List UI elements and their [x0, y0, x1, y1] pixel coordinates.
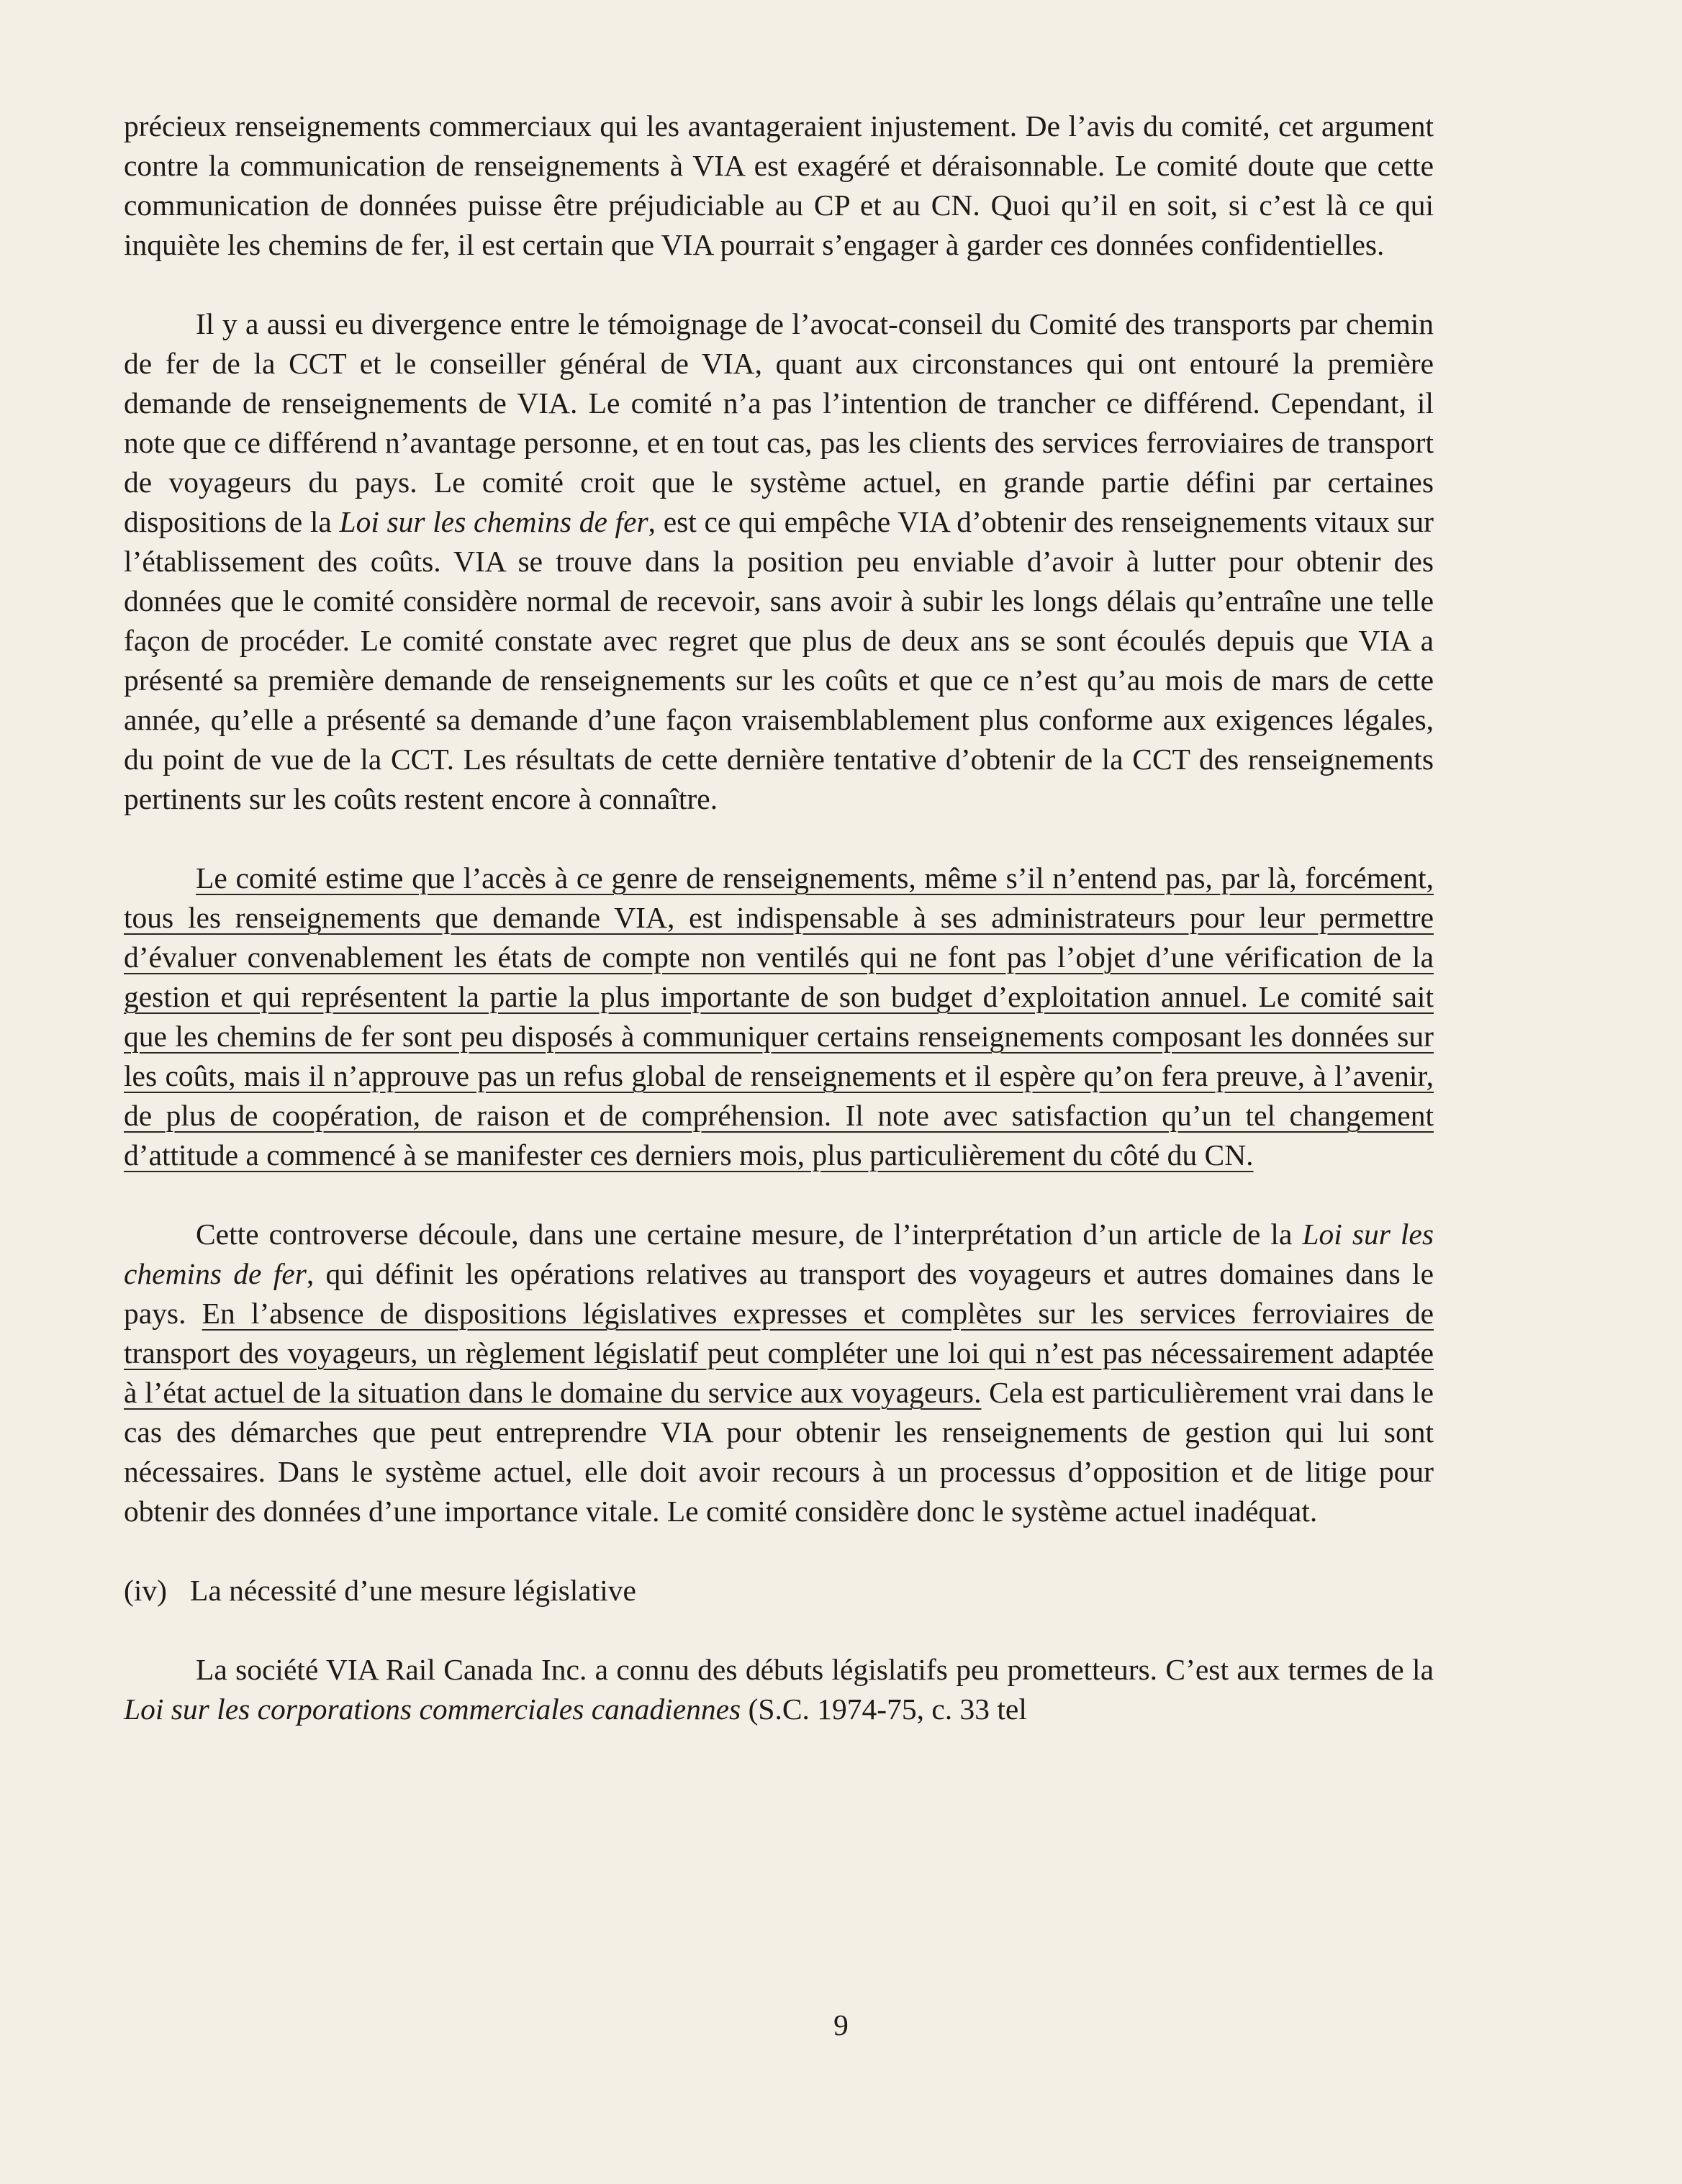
section-heading-title: La nécessité d’une mesure législative: [190, 1574, 636, 1607]
paragraph-5-text-a: La société VIA Rail Canada Inc. a connu des débuts législatifs peu prometteurs. C’est aux termes de la: [196, 1653, 1434, 1686]
paragraph-2-text-b: , est ce qui empêche VIA d’obtenir des renseignements vitaux sur l’établissement des coûts. VIA se trouve dans la position peu enviable d’avoir à lutter pour obtenir des données que le comité considère normal de recevoir, sans avoir à subir les longs délais qu’entraîne une telle façon de procéder. Le comité constate avec regret que plus de deux ans se sont écoulés depuis que VIA a présenté sa première demande de renseignements sur les coûts et que ce n’est qu’au mois de mars de cette année, qu’elle a présenté sa demande d’une façon vraisemblablement plus conforme aux exigences légales, du point de vue de la CCT. Les résultats de cette dernière tentative d’obtenir de la CCT des renseignements pertinents sur les coûts restent encore à connaître.: [124, 505, 1434, 815]
paragraph-4-text-a: Cette controverse découle, dans une certaine mesure, de l’interprétation d’un article de la: [196, 1218, 1303, 1251]
paragraph-3-text: Le comité estime que l’accès à ce genre de renseignements, même s’il n’entend pas, par là, forcément, tous les renseignements que demande VIA, est indispensable à ses administrateurs pour leur permettre d’évaluer convenablement les états de compte non ventilés qui ne font pas l’objet d’une vérification de la gestion et qui représentent la partie la plus importante de son budget d’exploitation annuel. Le comité sait que les chemins de fer sont peu disposés à communiquer certains renseignements composant les données sur les coûts, mais il n’approuve pas un refus global de renseignements et il espère qu’on fera preuve, à l’avenir, de plus de coopération, de raison et de compréhension. Il note avec satisfaction qu’un tel changement d’attitude a commencé à se manifester ces derniers mois, plus particulièrement du côté du CN.: [124, 861, 1434, 1172]
document-body: [124, 107, 1434, 1769]
law-title-italic: Loi sur les corporations commerciales canadiennes: [124, 1693, 741, 1726]
paragraph-2: [124, 304, 1434, 819]
paragraph-5-text-b: (S.C. 1974-75, c. 33 tel: [741, 1693, 1027, 1726]
paragraph-3-underlined: [124, 858, 1434, 1175]
paragraph-4-underlined-text: En l’absence de dispositions législatives expresses et complètes sur les services ferroviaires de transport des voyageurs, un règlement législatif peut compléter une loi qui n’est pas nécessairement adaptée à l’état actuel de la situation dans le domaine du service aux voyageurs.: [124, 1297, 1434, 1409]
paragraph-4-text-b: , qui définit les opérations relatives au transport des voyageurs et autres domaines dans le pays.: [124, 1257, 1434, 1330]
paragraph-4: [124, 1215, 1434, 1531]
paragraph-1: [124, 107, 1434, 265]
law-title-italic: Loi sur les chemins de fer: [339, 505, 648, 538]
paragraph-2-text-a: Il y a aussi eu divergence entre le témoignage de l’avocat-conseil du Comité des transports par chemin de fer de la CCT et le conseiller général de VIA, quant aux circonstances qui ont entouré la première demande de renseignements de VIA. Le comité n’a pas l’intention de trancher ce différend. Cependant, il note que ce différend n’avantage personne, et en tout cas, pas les clients des services ferroviaires de transport de voyageurs du pays. Le comité croit que le système actuel, en grande partie défini par certaines dispositions de la: [124, 307, 1434, 538]
paragraph-4-text-c: Cela est particulièrement vrai dans le cas des démarches que peut entreprendre VIA pour obtenir les renseignements de gestion qui lui sont nécessaires. Dans le système actuel, elle doit avoir recours à un processus d’opposition et de litige pour obtenir des données d’une importance vitale. Le comité considère donc le système actuel inadéquat.: [124, 1376, 1434, 1528]
section-heading: [124, 1571, 1434, 1610]
law-title-italic: Loi sur les chemins de fer: [124, 1218, 1434, 1290]
paragraph-5: [124, 1650, 1434, 1729]
page-number: 9: [833, 2008, 849, 2042]
section-heading-number: (iv): [124, 1574, 167, 1607]
paragraph-1-text: précieux renseignements commerciaux qui les avantageraient injustement. De l’avis du comité, cet argument contre la communication de renseignements à VIA est exagéré et déraisonnable. Le comité doute que cette communication de données puisse être préjudiciable au CP et au CN. Quoi qu’il en soit, si c’est là ce qui inquiète les chemins de fer, il est certain que VIA pourrait s’engager à garder ces données confidentielles.: [124, 109, 1434, 261]
